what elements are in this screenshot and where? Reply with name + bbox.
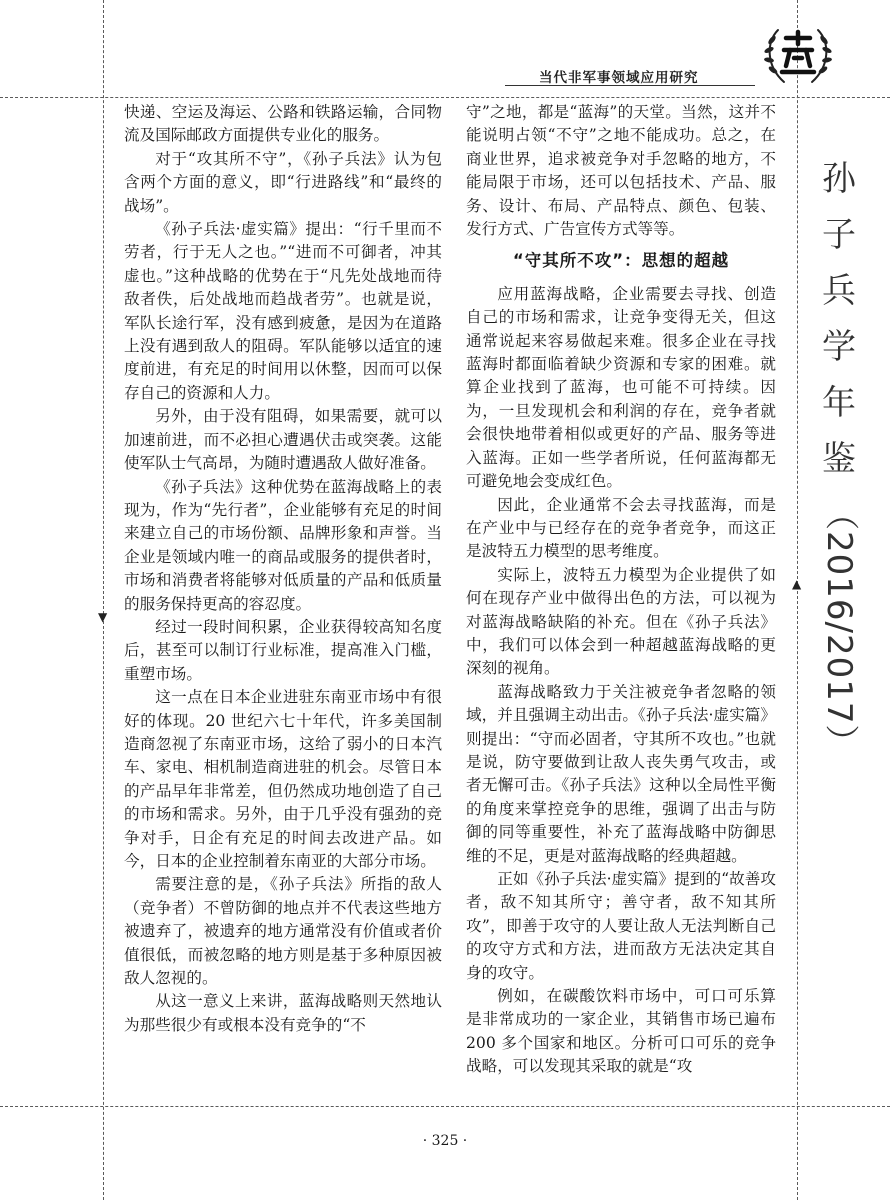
paragraph: 从这一意义上来讲，蓝海战略则天然地认为那些很少有或根本没有竞争的“不 — [124, 992, 442, 1034]
left-guide-line — [103, 0, 104, 1200]
laurel-seal-emblem — [760, 22, 836, 88]
title-char: 兵 — [822, 271, 856, 311]
title-char: 鉴 — [822, 439, 856, 479]
paragraph: 这一点在日本企业进驻东南亚市场中有很好的体现。20 世纪六七十年代，许多美国制造商忽视了东南亚市场，这给了弱小的日本汽车、家电、相机制造商进驻的机会。尽管日本的产品早年非常差，但仍然成功地创造了自己的市场和需求。另外，由于几乎没有强劲的竞争对手，日企有充足的时间去改进产品。如今，日本的企业控制着东南亚的大部分市场。 — [124, 688, 442, 870]
up-arrow-icon: ▲ — [792, 577, 802, 591]
title-year: （2016/2017） — [819, 496, 859, 760]
page-number: · 325 · — [422, 1133, 468, 1149]
paragraph: 对于“攻其所不守”，《孙子兵法》认为包含两个方面的意义，即“行进路线”和“最终的战场”。 — [124, 149, 442, 215]
running-header: 当代非军事领域应用研究 — [539, 70, 699, 86]
paragraph: 守”之地，都是“蓝海”的天堂。当然，这并不能说明占领“不守”之地不能成功。总之，在商业世界，追求被竞争对手忽略的地方，不能局限于市场，还可以包括技术、产品、服务、设计、布局、产品特点、颜色、包装、发行方式、广告宣传方式等等。 — [466, 103, 776, 239]
paragraph: 另外，由于没有阻碍，如果需要，就可以加速前进，而不必担心遭遇伏击或突袭。这能使军队士气高昂，为随时遭遇敌人做好准备。 — [124, 407, 442, 473]
top-guide-line — [0, 97, 890, 98]
paragraph: 实际上，波特五力模型为企业提供了如何在现存产业中做得出色的方法，可以视为对蓝海战略缺陷的补充。但在《孙子兵法》中，我们可以体会到一种超越蓝海战略的更深刻的视角。 — [466, 565, 776, 678]
right-text-column — [466, 101, 776, 1079]
book-title-vertical — [812, 150, 866, 768]
paragraph: 《孙子兵法·虚实篇》提出：“行千里而不劳者，行于无人之也。”“进而不可御者，冲其虚也。”这种战略的优势在于“凡先处战地而待敌者佚，后处战地而趋战者劳”。也就是说，军队长途行军，没有感到疲惫，是因为在道路上没有遇到敌人的阻碍。军队能够以适宜的速度前进，有充足的时间用以休整，因而可以保存自己的资源和人力。 — [124, 220, 442, 402]
paragraph: 因此，企业通常不会去寻找蓝海，而是在产业中与已经存在的竞争者竞争，而这正是波特五力模型的思考维度。 — [466, 495, 776, 561]
left-text-column — [124, 101, 442, 1037]
title-char: 年 — [822, 383, 856, 423]
bottom-guide-line — [0, 1106, 890, 1107]
paragraph: 应用蓝海战略，企业需要去寻找、创造自己的市场和需求，让竞争变得无关，但这通常说起来容易做起来难。很多企业在寻找蓝海时都面临着缺少资源和专家的困难。就算企业找到了蓝海，也可能不可持续。因为，一旦发现机会和利润的存在，竞争者就会很快地带着相似或更好的产品、服务等进入蓝海。正如一些学者所说，任何蓝海都无可避免地会变成红色。 — [466, 284, 776, 491]
paragraph: 快递、空运及海运、公路和铁路运输，合同物流及国际邮政方面提供专业化的服务。 — [124, 103, 442, 145]
header-rule — [505, 85, 755, 86]
paragraph: 正如《孙子兵法·虚实篇》提到的“故善攻者，敌不知其所守；善守者，敌不知其所攻”，即善于攻守的人要让敌人无法判断自己的攻守方式和方法，进而敌方无法决定其自身的攻守。 — [466, 870, 776, 982]
paragraph: 经过一段时间积累，企业获得较高知名度后，甚至可以制订行业标准，提高准入门槛，重塑市场。 — [124, 617, 442, 683]
paragraph: 例如，在碳酸饮料市场中，可口可乐算是非常成功的一家企业，其销售市场已遍布 200 多个国家和地区。分析可口可乐的竞争战略，可以发现其采取的就是“攻 — [466, 987, 776, 1076]
paragraph: 需要注意的是，《孙子兵法》所指的敌人（竞争者）不曾防御的地点并不代表这些地方被遗弃了，被遗弃的地方通常没有价值或者价值很低，而被忽略的地方则是基于多种原因被敌人忽视的。 — [124, 875, 442, 988]
down-arrow-icon: ▼ — [98, 610, 108, 624]
title-char: 子 — [822, 215, 856, 255]
paragraph: 《孙子兵法》这种优势在蓝海战略上的表现为，作为“先行者”，企业能够有充足的时间来建立自己的市场份额、品牌形象和声誉。当企业是领域内唯一的商品或服务的提供者时，市场和消费者将能够对低质量的产品和低质量的服务保持更高的容忍度。 — [124, 477, 442, 613]
paragraph: 蓝海战略致力于关注被竞争者忽略的领域，并且强调主动出击。《孙子兵法·虚实篇》则提出：“守而必固者，守其所不攻也。”也就是说，防守要做到让敌人丧失勇气攻击，或者无懈可击。《孙子兵法》这种以全局性平衡的角度来掌控竞争的思维，强调了出击与防御的同等重要性，补充了蓝海战略中防御思维的不足，更是对蓝海战略的经典超越。 — [466, 682, 776, 865]
title-char: 学 — [822, 327, 856, 367]
title-char: 孙 — [822, 159, 856, 199]
right-guide-line — [797, 0, 798, 1200]
section-heading: “守其所不攻”：思想的超越 — [512, 251, 730, 271]
